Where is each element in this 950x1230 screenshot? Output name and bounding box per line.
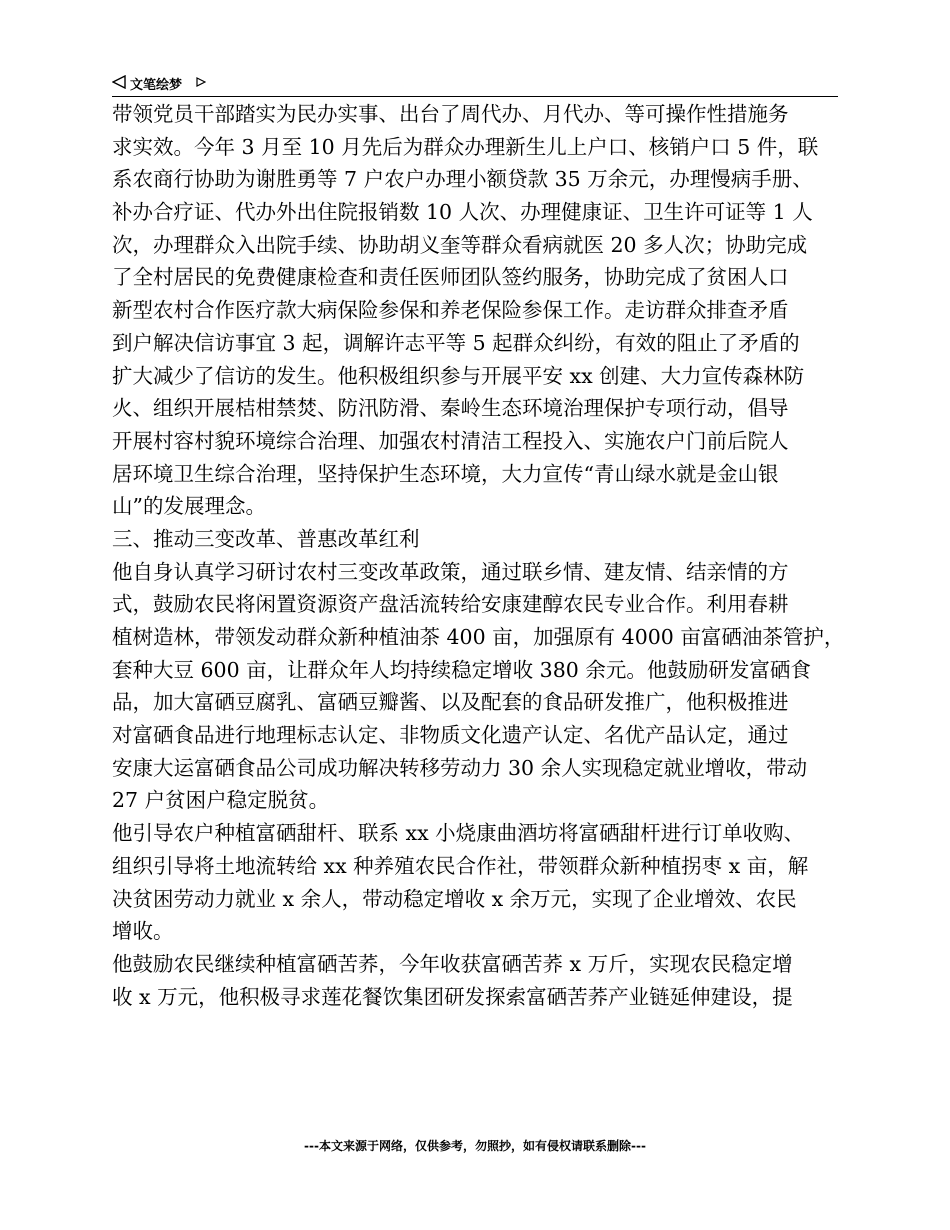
document-body <box>112 98 845 1013</box>
text-line: 决贫困劳动力就业 x 余人，带动稳定增收 x 余万元，实现了企业增效、农民 <box>112 886 797 911</box>
text-line: 他自身认真学习研讨农村三变改革政策，通过联乡情、建友情、结亲情的方 <box>112 559 789 584</box>
footer-disclaimer: ---本文来源于网络，仅供参考，勿照抄，如有侵权请联系删除--- <box>304 1139 646 1153</box>
text-line: 带领党员干部踏实为民办实事、出台了周代办、月代办、等可操作性措施务 <box>112 102 789 126</box>
text-line: 火、组织开展桔柑禁焚、防汛防滑、秦岭生态环境治理保护专项行动，倡导 <box>112 396 789 421</box>
text-line: 三、推动三变改革、普惠改革红利 <box>112 526 420 551</box>
text-line: 他引导农户种植富硒甜杆、联系 xx 小烧康曲酒坊将富硒甜杆进行订单收购、 <box>112 821 805 846</box>
text-line: 开展村容村貌环境综合治理、加强农村清洁工程投入、实施农户门前后院人 <box>112 428 789 453</box>
text-line: 扩大减少了信访的发生。他积极组织参与开展平安 xx 创建、大力宣传森林防 <box>112 363 805 388</box>
text-line: 到户解决信访事宜 3 起，调解许志平等 5 起群众纠纷，有效的阻止了矛盾的 <box>112 330 800 355</box>
text-line: 次，办理群众入出院手续、协助胡义奎等群众看病就医 20 多人次；协助完成 <box>112 232 808 257</box>
right-triangle-icon <box>196 77 206 87</box>
text-line: 了全村居民的免费健康检查和责任医师团队签约服务，协助完成了贫困人口 <box>112 265 789 290</box>
page-header <box>112 72 838 97</box>
text-line: 对富硒食品进行地理标志认定、非物质文化遗产认定、名优产品认定，通过 <box>112 723 789 748</box>
text-line: 收 x 万元，他积极寻求莲花餐饮集团研发探索富硒苦荞产业链延伸建设，提 <box>112 984 793 1009</box>
text-line: 套种大豆 600 亩，让群众年人均持续稳定增收 380 余元。他鼓励研发富硒食 <box>112 657 811 682</box>
text-line: 植树造林，带领发动群众新种植油茶 400 亩，加强原有 4000 亩富硒油茶管护， <box>112 625 845 649</box>
text-line: 式，鼓励农民将闲置资源资产盘活流转给安康建醇农民专业合作。利用春耕 <box>112 592 789 617</box>
text-line: 山”的发展理念。 <box>112 494 266 519</box>
header-title: 文笔绘梦 <box>130 78 183 93</box>
text-line: 27 户贫困户稳定脱贫。 <box>112 788 330 813</box>
text-line: 增收。 <box>112 919 174 944</box>
text-line: 安康大运富硒食品公司成功解决转移劳动力 30 余人实现稳定就业增收，带动 <box>112 755 808 780</box>
text-line: 新型农村合作医疗款大病保险参保和养老保险参保工作。走访群众排查矛盾 <box>112 298 789 323</box>
text-line: 品，加大富硒豆腐乳、富硒豆瓣酱、以及配套的食品研发推广，他积极推进 <box>112 690 789 715</box>
left-triangle-icon <box>112 75 126 89</box>
text-line: 居环境卫生综合治理，坚持保护生态环境，大力宣传“青山绿水就是金山银 <box>112 461 779 486</box>
text-line: 求实效。今年 3 月至 10 月先后为群众办理新生儿上户口、核销户口 5 件，联 <box>112 134 819 159</box>
text-line: 他鼓励农民继续种植富硒苦荞，今年收获富硒苦荞 x 万斤，实现农民稳定增 <box>112 951 793 976</box>
text-line: 补办合疗证、代办外出住院报销数 10 人次、办理健康证、卫生许可证等 1 人 <box>112 200 813 225</box>
text-line: 组织引导将土地流转给 xx 种养殖农民合作社，带领群众新种植拐枣 x 亩，解 <box>112 853 809 878</box>
text-line: 系农商行协助为谢胜勇等 7 户农户办理小额贷款 35 万余元，办理慢病手册、 <box>112 167 813 192</box>
